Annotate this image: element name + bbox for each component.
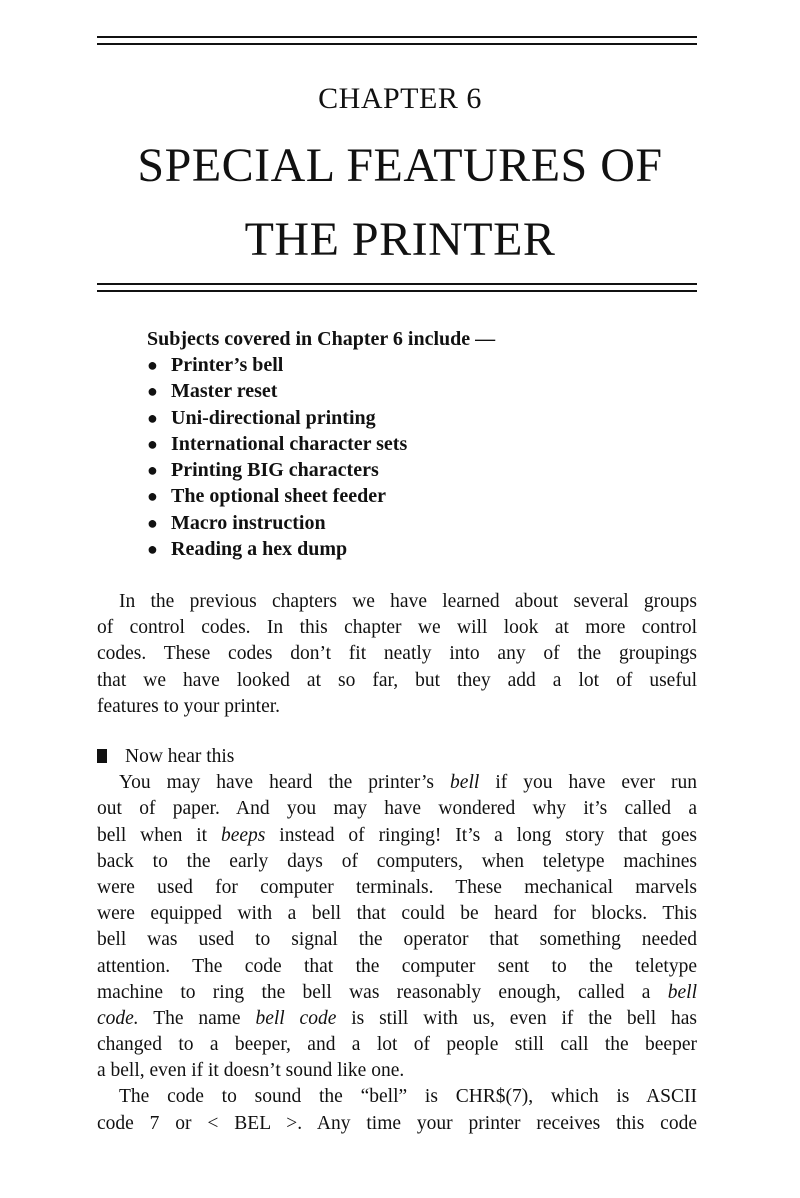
text-line: features to your printer. bbox=[97, 695, 281, 717]
bottom-double-rule bbox=[97, 283, 697, 292]
text-line: were used for computer terminals. These mechanical marvels bbox=[97, 876, 697, 898]
text-line: out of paper. And you may have wondered why it’s called a bbox=[97, 798, 697, 820]
text-line: code. The name bell code is still with us, even if the bell has bbox=[97, 1007, 697, 1029]
bullet-icon: ● bbox=[147, 433, 158, 454]
list-item: ● Master reset bbox=[147, 378, 747, 404]
list-item: ● Printer’s bell bbox=[147, 352, 747, 378]
list-item: ● Reading a hex dump bbox=[147, 536, 747, 562]
text-line: The code to sound the “bell” is CHR$(7), which is ASCII bbox=[119, 1086, 697, 1108]
subjects-list bbox=[147, 352, 747, 562]
top-double-rule bbox=[97, 36, 697, 45]
list-item: ● Uni-directional printing bbox=[147, 405, 747, 431]
bullet-icon: ● bbox=[147, 381, 158, 402]
text-line: bell was used to signal the operator that something needed bbox=[97, 929, 697, 951]
text-line: attention. The code that the computer sent to the teletype bbox=[97, 955, 697, 977]
text-line: You may have heard the printer’s bell if you have ever run bbox=[119, 772, 697, 794]
list-item: ● International character sets bbox=[147, 431, 747, 457]
intro-paragraph bbox=[97, 589, 697, 720]
list-item: ● Macro instruction bbox=[147, 510, 747, 536]
bullet-icon: ● bbox=[147, 539, 158, 560]
chapter-title-line-1: SPECIAL FEATURES OF bbox=[137, 139, 663, 192]
subjects-box bbox=[147, 326, 747, 562]
section-heading: Now hear this bbox=[97, 744, 234, 770]
text-line: of control codes. In this chapter we will look at more control bbox=[97, 617, 697, 639]
bullet-icon: ● bbox=[147, 512, 158, 533]
bullet-icon: ● bbox=[147, 460, 158, 481]
bullet-icon: ● bbox=[147, 486, 158, 507]
bullet-icon: ● bbox=[147, 407, 158, 428]
bell-paragraph bbox=[97, 744, 697, 1137]
list-item: ● Printing BIG characters bbox=[147, 457, 747, 483]
chapter-title-line-2: THE PRINTER bbox=[244, 213, 556, 266]
chapter-number: CHAPTER 6 bbox=[318, 82, 482, 115]
text-line: were equipped with a bell that could be heard for blocks. This bbox=[97, 903, 697, 925]
bullet-icon: ● bbox=[147, 355, 158, 375]
text-line: codes. These codes don’t fit neatly into any of the groupings bbox=[97, 643, 697, 665]
text-line: that we have looked at so far, but they add a lot of useful bbox=[97, 669, 697, 691]
subjects-heading: Subjects covered in Chapter 6 include — bbox=[147, 328, 496, 350]
text-line: back to the early days of computers, when teletype machines bbox=[97, 850, 697, 872]
text-line: changed to a beeper, and a lot of people still call the beeper bbox=[97, 1034, 697, 1056]
text-line: bell when it beeps instead of ringing! It’s a long story that goes bbox=[97, 824, 697, 846]
text-line: a bell, even if it doesn’t sound like one. bbox=[97, 1060, 405, 1082]
text-line: machine to ring the bell was reasonably enough, called a bell bbox=[97, 981, 697, 1003]
list-item: ● The optional sheet feeder bbox=[147, 483, 747, 509]
text-line: In the previous chapters we have learned about several groups bbox=[119, 591, 697, 612]
text-line: code 7 or < BEL >. Any time your printer receives this code bbox=[97, 1112, 697, 1134]
